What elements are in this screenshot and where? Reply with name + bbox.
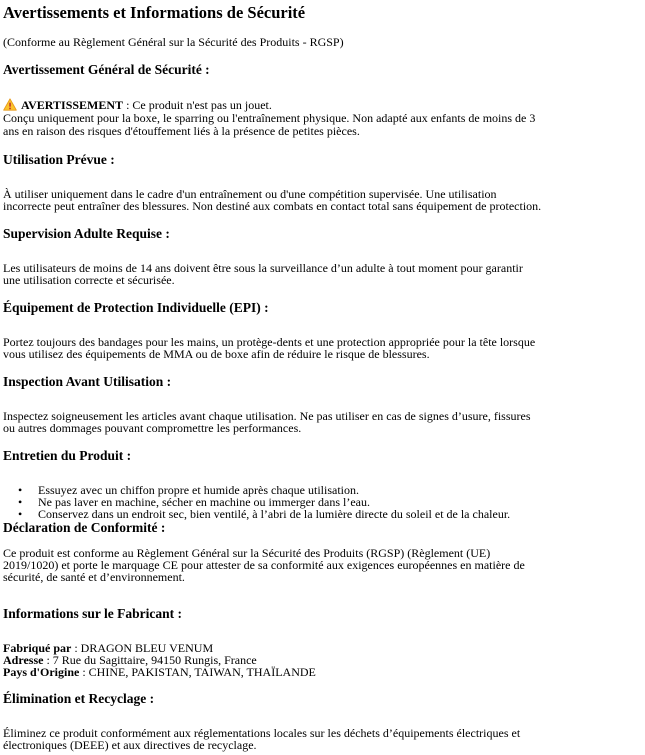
recycling-paragraph bbox=[3, 727, 643, 751]
warning-exclamation-bar bbox=[9, 103, 11, 107]
paragraph-line: électroniques (DEEE) et aux directives de recyclage. bbox=[3, 738, 257, 752]
paragraph-line: Inspectez soigneusement les articles avant chaque utilisation. Ne pas utiliser en cas de signes d’usure, fissures bbox=[3, 409, 531, 423]
bullet-marker: • bbox=[18, 507, 23, 521]
paragraph-line: ou autres dommages pouvant compromettre les performances. bbox=[3, 421, 302, 435]
made-by-label: Fabriqué par bbox=[3, 641, 72, 655]
bullet-marker: • bbox=[18, 483, 23, 497]
paragraph-line: ans en raison des risques d'étouffement liés à la présence de petites pièces. bbox=[3, 124, 360, 138]
section-heading-recycling: Élimination et Recyclage : bbox=[3, 691, 155, 706]
list-item-text: Conservez dans un endroit sec, bien ventilé, à l’abri de la lumière directe du soleil et de la chaleur. bbox=[38, 507, 511, 521]
page-title: Avertissements et Informations de Sécurité bbox=[3, 3, 306, 22]
warning-label: AVERTISSEMENT bbox=[21, 98, 124, 112]
conformity-paragraph bbox=[3, 547, 643, 583]
paragraph-line: Conçu uniquement pour la boxe, le sparring ou l'entraînement physique. Non adapté aux enfants de moins de 3 bbox=[3, 111, 536, 125]
warning-line bbox=[3, 98, 643, 112]
manufacturer-origin-line bbox=[3, 666, 643, 678]
section-heading-intended-use: Utilisation Prévue : bbox=[3, 152, 115, 167]
bullet-marker: • bbox=[18, 495, 23, 509]
warning-triangle-icon bbox=[3, 98, 17, 112]
origin-value: : CHINE, PAKISTAN, TAIWAN, THAÏLANDE bbox=[79, 665, 316, 679]
paragraph-line: Éliminez ce produit conformément aux réglementations locales sur les déchets d’équipements électriques et bbox=[3, 726, 521, 740]
section-heading-adult-supervision: Supervision Adulte Requise : bbox=[3, 226, 170, 241]
paragraph-line: incorrecte peut entraîner des blessures. Non destiné aux combats en contact total sans équipement de protection. bbox=[3, 199, 542, 213]
paragraph-line: sécurité, de santé et d’environnement. bbox=[3, 570, 185, 584]
paragraph-line: 2019/1020) et porte le marquage CE pour attester de sa conformité aux exigences européennes en matière de bbox=[3, 558, 525, 572]
inspection-paragraph bbox=[3, 410, 643, 434]
list-item-text: Ne pas laver en machine, sécher en machine ou immerger dans l’eau. bbox=[38, 495, 370, 509]
warning-exclamation-dot bbox=[9, 107, 11, 109]
maintenance-list bbox=[3, 484, 643, 520]
paragraph-line: vous utilisez des équipements de MMA ou de boxe afin de réduire le risque de blessures. bbox=[3, 347, 430, 361]
address-value: : 7 Rue du Sagittaire, 94150 Rungis, France bbox=[43, 653, 257, 667]
address-label: Adresse bbox=[3, 653, 44, 667]
adult-supervision-paragraph bbox=[3, 262, 643, 286]
made-by-value: : DRAGON BLEU VENUM bbox=[71, 641, 214, 655]
section-heading-general-safety: Avertissement Général de Sécurité : bbox=[3, 62, 210, 77]
paragraph-line: une utilisation correcte et sécurisée. bbox=[3, 273, 175, 287]
section-heading-conformity: Déclaration de Conformité : bbox=[3, 520, 166, 535]
section-heading-manufacturer: Informations sur le Fabricant : bbox=[3, 606, 182, 621]
paragraph-line: Portez toujours des bandages pour les mains, un protège-dents et une protection appropriée pour la tête lorsque bbox=[3, 335, 536, 349]
section-heading-inspection: Inspection Avant Utilisation : bbox=[3, 374, 172, 389]
list-item-text: Essuyez avec un chiffon propre et humide après chaque utilisation. bbox=[38, 483, 360, 497]
section-heading-ppe: Équipement de Protection Individuelle (EPI) : bbox=[3, 300, 269, 315]
paragraph-line: Ce produit est conforme au Règlement Général sur la Sécurité des Produits (RGSP) (Règlement (UE) bbox=[3, 546, 491, 560]
paragraph-line: Les utilisateurs de moins de 14 ans doivent être sous la surveillance d’un adulte à tout moment pour garantir bbox=[3, 261, 523, 275]
origin-label: Pays d'Origine bbox=[3, 665, 80, 679]
compliance-subtitle: (Conforme au Règlement Général sur la Sécurité des Produits - RGSP) bbox=[3, 35, 344, 49]
general-warning-paragraph bbox=[3, 98, 643, 138]
list-item bbox=[3, 508, 643, 520]
section-heading-maintenance: Entretien du Produit : bbox=[3, 448, 132, 463]
paragraph-line: À utiliser uniquement dans le cadre d'un entraînement ou d'une compétition supervisée. Une utilisation bbox=[3, 187, 497, 201]
warning-text: : Ce produit n'est pas un jouet. bbox=[123, 98, 272, 112]
ppe-paragraph bbox=[3, 336, 643, 360]
intended-use-paragraph bbox=[3, 188, 643, 212]
manufacturer-info bbox=[3, 642, 643, 678]
